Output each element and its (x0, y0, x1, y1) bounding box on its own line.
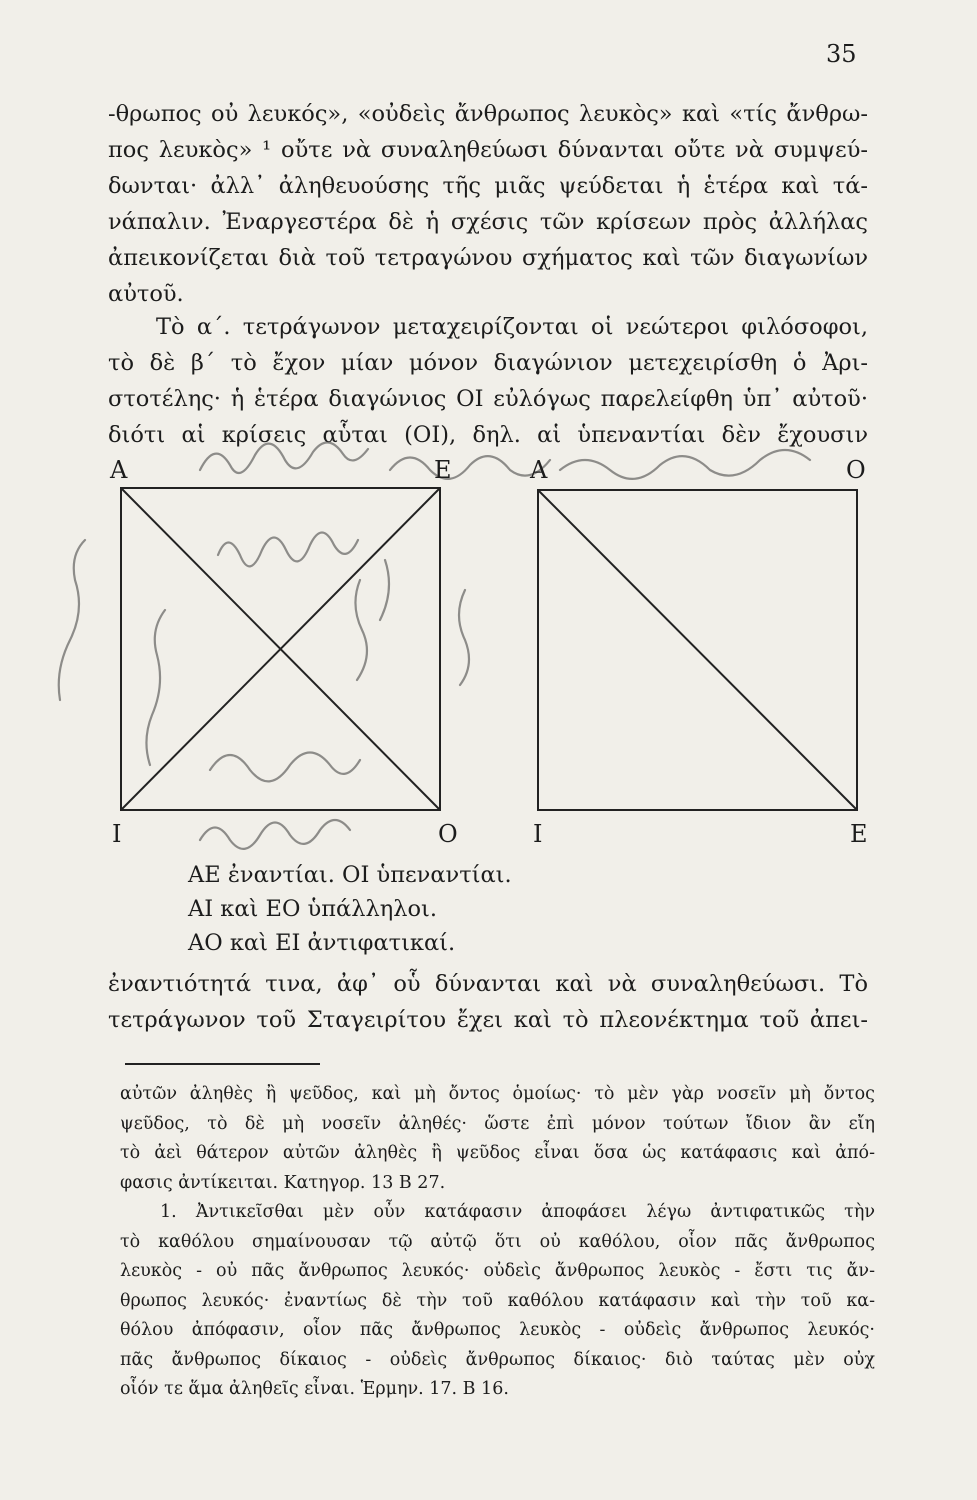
square-2-label-top-right: Ο (846, 456, 866, 484)
text-line: Τὸ α΄. τετράγωνον μεταχειρίζονται οἱ νεώτεροι φιλόσοφοι, (156, 314, 868, 340)
square-1-label-bottom-right: Ο (438, 820, 458, 848)
square-1-label-top-right: Ε (434, 456, 452, 484)
legend-line: ΑΟ καὶ ΕΙ ἀντιφατικαί. (188, 930, 456, 956)
handwriting-scribble (59, 540, 85, 700)
footnote-line: τὸ ἀεὶ θάτερον αὐτῶν ἀληθὲς ἢ ψεῦδος εἶναι ὅσα ὡς κατάφασις καὶ ἀπό- (120, 1143, 875, 1163)
handwriting-scribble (146, 610, 165, 765)
text-line: διότι αἱ κρίσεις αὗται (ΟΙ), δηλ. αἱ ὑπεναντίαι δὲν ἔχουσιν (108, 422, 868, 448)
footnotes (120, 1080, 875, 1405)
footnote-line: πᾶς ἄνθρωπος δίκαιος - οὐδεὶς ἄνθρωπος δίκαιος· διὸ ταύτας μὲν οὐχ (120, 1349, 875, 1370)
paragraph-3 (108, 966, 868, 1038)
handwriting-scribble (459, 590, 469, 685)
text-line: -θρωπος οὐ λευκός», «οὐδεὶς ἄνθρωπος λευκὸς» καὶ «τίς ἄνθρω- (108, 101, 868, 127)
square-2-diagonal-ae (538, 490, 857, 810)
text-line: τὸ δὲ β΄ τὸ ἔχον μίαν μόνον διαγώνιον μετεχειρίσθη ὁ Ἀρι- (108, 350, 868, 376)
square-2-label-bottom-right: Ε (850, 820, 868, 848)
handwriting-scribble (200, 442, 368, 473)
page-number: 35 (826, 40, 857, 68)
text-line: ἐναντιότητά τινα, ἀφ᾿ οὗ δύνανται καὶ νὰ συναληθεύωσι. Τὸ (108, 971, 868, 997)
legend-line: ΑΕ ἐναντίαι. ΟΙ ὑπεναντίαι. (188, 862, 512, 888)
text-line: δωνται· ἀλλ᾿ ἀληθευούσης τῆς μιᾶς ψεύδεται ἡ ἑτέρα καὶ τά- (108, 173, 868, 199)
footnote-line: λευκὸς - οὐ πᾶς ἄνθρωπος λευκός· οὐδεὶς ἄνθρωπος λευκὸς - ἔστι τις ἄν- (120, 1261, 875, 1281)
square-1-label-bottom-left: Ι (112, 820, 122, 848)
handwriting-scribble (355, 560, 389, 680)
footnote-line: 1. Ἀντικεῖσθαι μὲν οὖν κατάφασιν ἀποφάσει λέγω ἀντιφατικῶς τὴν (160, 1202, 875, 1222)
footnote-line: φασις ἀντίκειται. Κατηγορ. 13 Β 27. (120, 1172, 446, 1193)
square-1-label-top-left: Α (110, 456, 128, 484)
square-2-label-top-left: Α (530, 456, 548, 484)
footnote-line: θρωπος λευκός· ἐναντίως δὲ τὴν τοῦ καθόλου κατάφασιν καὶ τὴν τοῦ κα- (120, 1290, 875, 1311)
text-line: πος λευκὸς» ¹ οὔτε νὰ συναληθεύωσι δύνανται οὔτε νὰ συμψεύ- (108, 137, 868, 163)
text-line: στοτέλης· ἡ ἑτέρα διαγώνιος ΟΙ εὐλόγως παρελείφθη ὑπ᾿ αὐτοῦ· (108, 386, 868, 412)
text-line: τετράγωνον τοῦ Σταγειρίτου ἔχει καὶ τὸ πλεονέκτημα τοῦ ἀπει- (108, 1007, 868, 1033)
text-line: νάπαλιν. Ἐναργεστέρα δὲ ἡ σχέσις τῶν κρίσεων πρὸς ἀλλήλας (108, 209, 868, 235)
footnote-line: ψεῦδος, τὸ δὲ μὴ νοσεῖν ἀληθές· ὥστε ἐπὶ μόνον τούτων ἴδιον ἂν εἴη (120, 1113, 875, 1134)
handwriting-scribble (390, 456, 550, 479)
square-2-label-bottom-left: Ι (533, 820, 543, 848)
footnote-line: οἷόν τε ἅμα ἀληθεῖς εἶναι. Ἑρμην. 17. Β 16. (120, 1379, 509, 1399)
text-line: ἀπεικονίζεται διὰ τοῦ τετραγώνου σχήματος καὶ τῶν διαγωνίων (108, 245, 868, 271)
figure-legend (188, 858, 512, 960)
footnote-line: αὐτῶν ἀληθὲς ἢ ψεῦδος, καὶ μὴ ὄντος ὁμοίως· τὸ μὲν γὰρ νοσεῖν μὴ ὄντος (120, 1084, 875, 1104)
footnote-line: τὸ καθόλου σημαίνουσαν τῷ αὐτῷ ὅτι οὐ καθόλου, οἷον πᾶς ἄνθρωπος (120, 1231, 875, 1252)
footnote-separator (125, 1063, 320, 1065)
legend-line: ΑΙ καὶ ΕΟ ὑπάλληλοι. (188, 896, 437, 922)
footnote-line: θόλου ἀπόφασιν, οἷον πᾶς ἄνθρωπος λευκὸς - οὐδεὶς ἄνθρωπος λευκός· (120, 1320, 875, 1340)
handwriting-scribble (210, 753, 360, 782)
handwriting-scribble (218, 533, 358, 567)
handwriting-scribble (200, 820, 350, 849)
text-line: αὐτοῦ. (108, 281, 184, 307)
handwriting-scribble (560, 450, 810, 479)
